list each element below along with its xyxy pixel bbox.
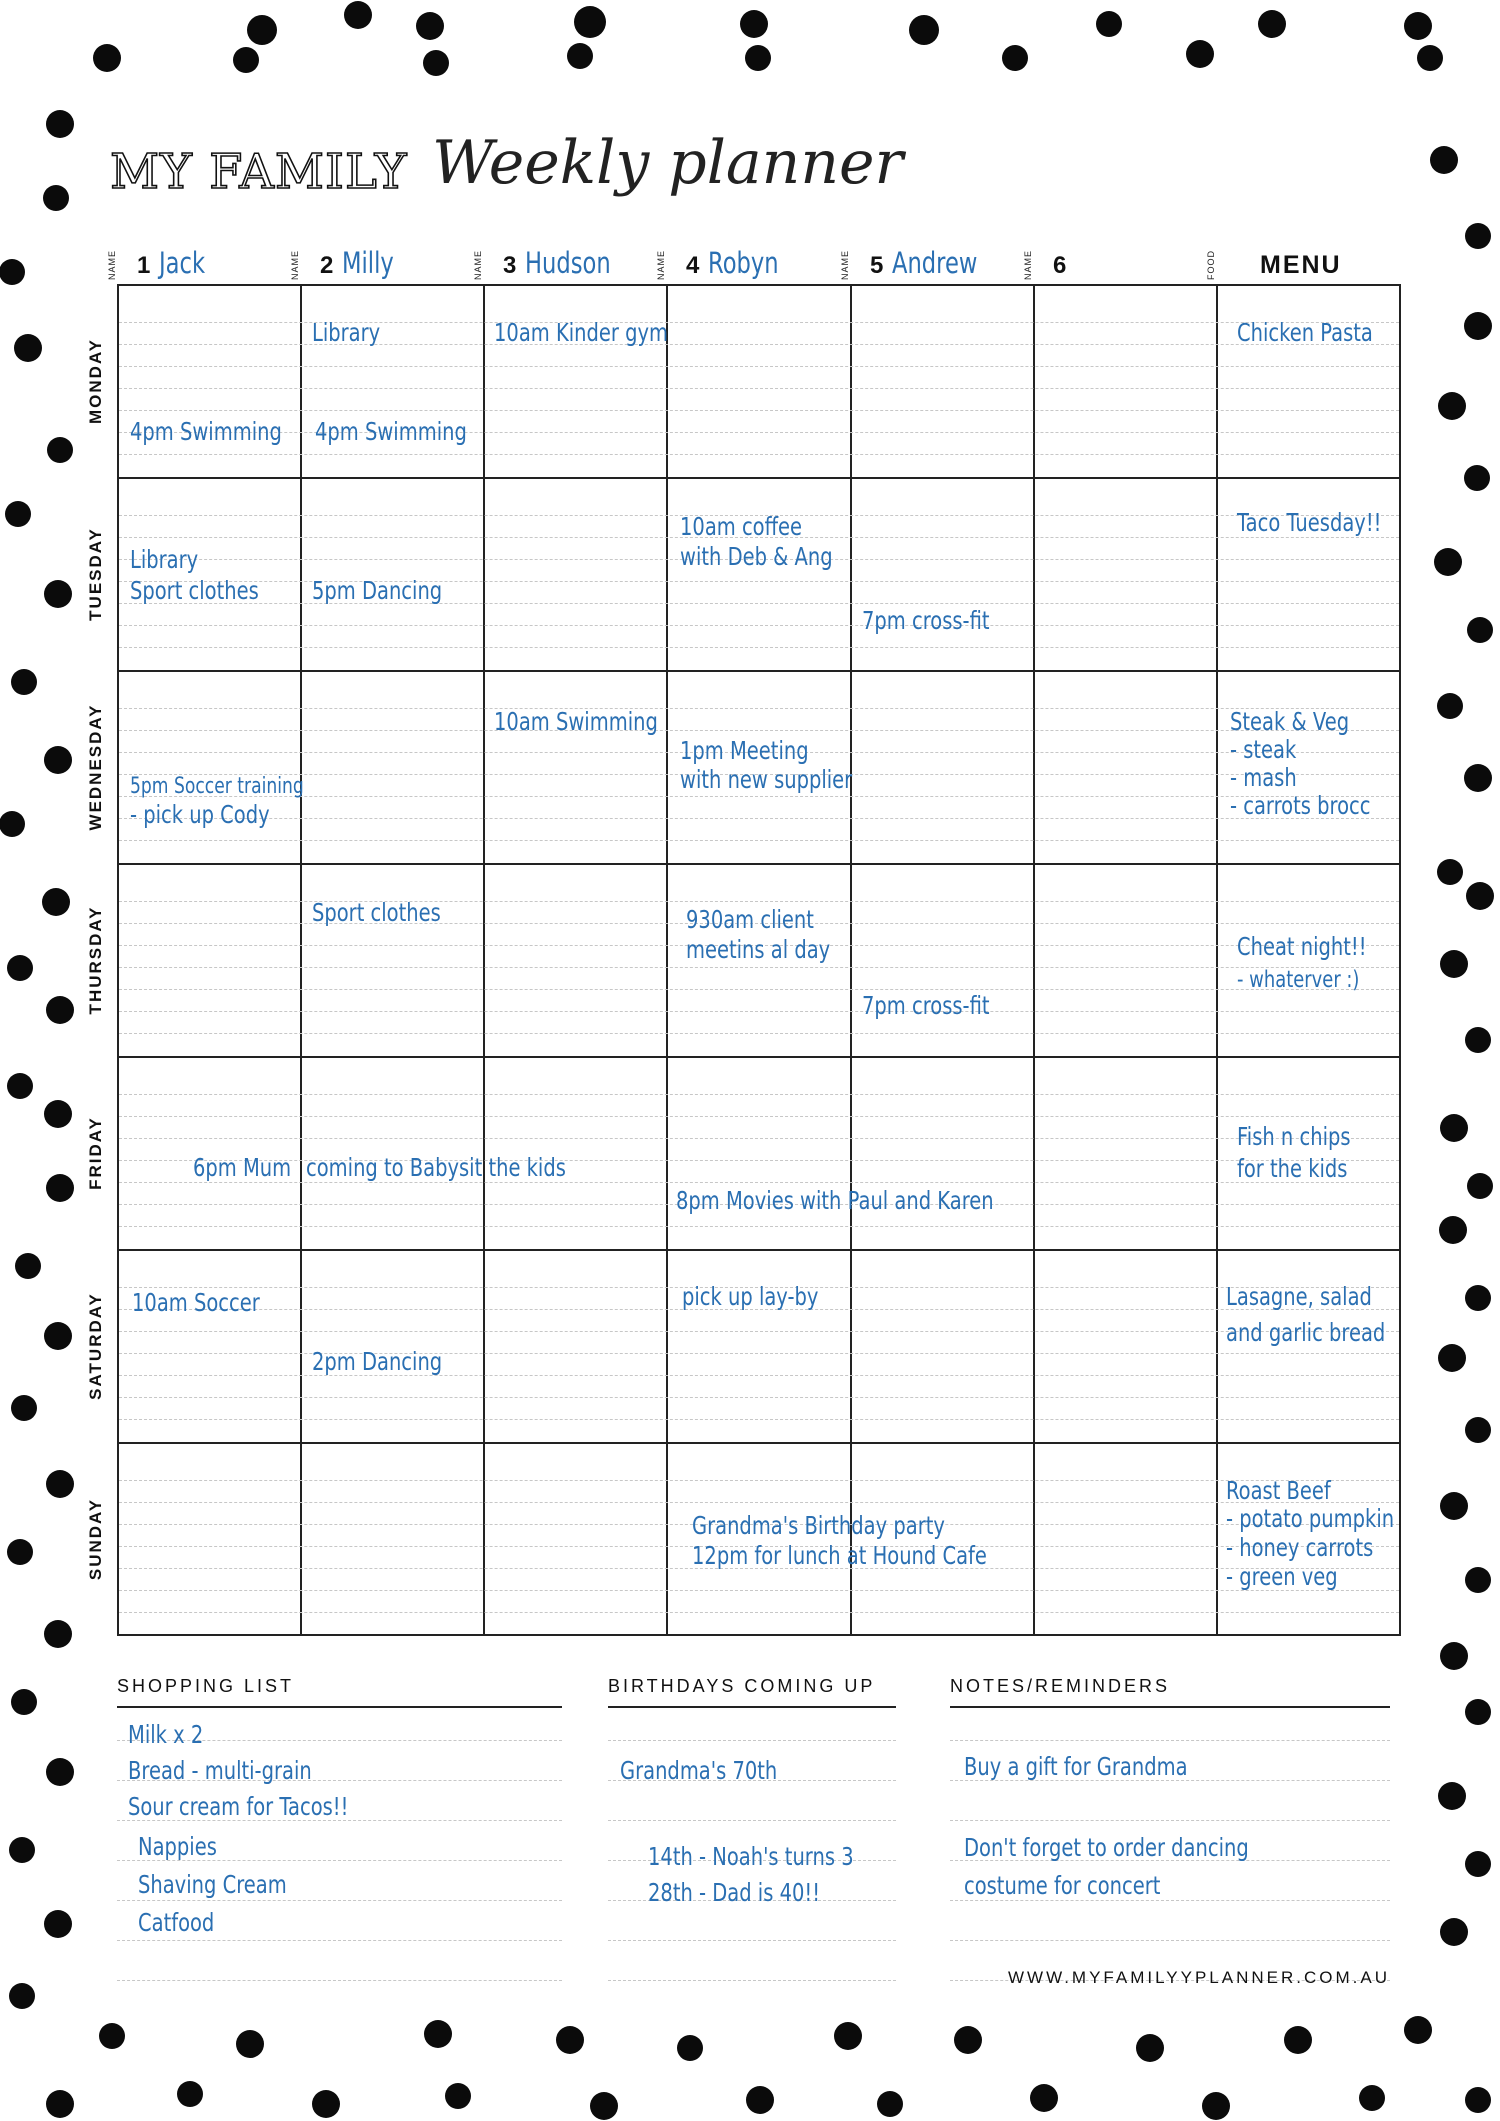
grid-ruled-line xyxy=(119,581,1399,582)
polka-dot xyxy=(1404,2016,1432,2044)
day-label-friday xyxy=(70,1056,122,1249)
grid-ruled-line xyxy=(119,796,1399,797)
polka-dot xyxy=(1440,1114,1468,1142)
entry-andrew-thursday: 7pm cross-fit xyxy=(862,991,990,1020)
grid-ruled-line xyxy=(119,344,1399,345)
entry-menu-monday: Chicken Pasta xyxy=(1237,318,1373,347)
polka-dot xyxy=(877,2091,903,2117)
shopping-item: Shaving Cream xyxy=(138,1870,287,1899)
grid-ruled-line xyxy=(119,647,1399,648)
column-number: 1 xyxy=(137,252,151,279)
polka-dot xyxy=(745,45,771,71)
entry-friday-spanning: coming to Babysit the kids xyxy=(306,1153,566,1182)
birthdays-title: BIRTHDAYS COMING UP xyxy=(608,1676,876,1696)
entry-jack-friday: 6pm Mum xyxy=(193,1153,292,1182)
grid-ruled-line xyxy=(119,410,1399,411)
polka-dot xyxy=(1467,617,1493,643)
polka-dot xyxy=(46,1758,74,1786)
family-member-name: Jack xyxy=(159,246,206,280)
polka-dot xyxy=(99,2023,125,2049)
polka-dot xyxy=(43,185,69,211)
entry-menu-friday: Fish n chips xyxy=(1237,1122,1351,1151)
column-header-6 xyxy=(1023,236,1215,284)
grid-ruled-line xyxy=(119,1094,1399,1095)
grid-ruled-line xyxy=(119,1033,1399,1034)
grid-ruled-line xyxy=(119,1116,1399,1117)
grid-row-divider xyxy=(119,863,1399,865)
polka-dot xyxy=(567,43,593,69)
family-member-name: Robyn xyxy=(708,246,779,280)
entry-menu-wednesday-3: - mash xyxy=(1230,763,1297,792)
grid-ruled-line xyxy=(119,1011,1399,1012)
entry-milly-monday-2: 4pm Swimming xyxy=(315,417,467,446)
entry-menu-wednesday: Steak & Veg xyxy=(1230,707,1350,736)
column-number: 4 xyxy=(686,252,700,279)
polka-dot xyxy=(11,669,37,695)
polka-dot xyxy=(7,955,33,981)
section-ruled-line xyxy=(950,1740,1390,1741)
polka-dot xyxy=(1465,2087,1491,2113)
polka-dot xyxy=(1440,1642,1468,1670)
polka-dot xyxy=(1465,1027,1491,1053)
birthday-item: 28th - Dad is 40!! xyxy=(648,1878,821,1907)
polka-dot xyxy=(1186,40,1214,68)
shopping-item: Sour cream for Tacos!! xyxy=(128,1792,349,1821)
grid-ruled-line xyxy=(119,1353,1399,1354)
note-item: costume for concert xyxy=(964,1871,1161,1900)
column-header-2 xyxy=(290,236,482,284)
polka-dot xyxy=(423,50,449,76)
polka-dot xyxy=(1464,465,1490,491)
grid-ruled-line xyxy=(119,1138,1399,1139)
entry-milly-tuesday: 5pm Dancing xyxy=(312,576,443,605)
polka-dot xyxy=(1440,950,1468,978)
section-ruled-line xyxy=(117,1940,562,1941)
grid-ruled-line xyxy=(119,989,1399,990)
polka-dot xyxy=(1258,10,1286,38)
notes-divider xyxy=(950,1706,1390,1708)
shopping-item: Bread - multi-grain xyxy=(128,1756,312,1785)
polka-dot xyxy=(0,259,25,285)
entry-menu-sunday-2: - potato pumpkin xyxy=(1226,1504,1395,1533)
polka-dot xyxy=(1202,2092,1230,2120)
grid-ruled-line xyxy=(119,1397,1399,1398)
day-label-wednesday xyxy=(70,670,122,863)
section-ruled-line xyxy=(608,1820,896,1821)
day-text: MONDAY xyxy=(86,337,105,424)
polka-dot xyxy=(1417,45,1443,71)
polka-dot xyxy=(42,888,70,916)
entry-andrew-tuesday: 7pm cross-fit xyxy=(862,606,990,635)
grid-column-divider xyxy=(1216,286,1218,1634)
name-caption: NAME xyxy=(107,249,117,280)
day-text: THURSDAY xyxy=(86,905,105,1014)
grid-ruled-line xyxy=(119,432,1399,433)
day-text: SATURDAY xyxy=(86,1291,105,1400)
polka-dot xyxy=(44,1910,72,1938)
day-label-saturday xyxy=(70,1249,122,1442)
entry-robyn-tuesday: 10am coffee xyxy=(680,512,803,541)
polka-dot xyxy=(1434,548,1462,576)
entry-robyn-wednesday-2: with new supplier xyxy=(680,765,853,794)
grid-ruled-line xyxy=(119,1419,1399,1420)
family-member-name: Milly xyxy=(342,246,394,280)
polka-dot xyxy=(15,1253,41,1279)
entry-menu-friday-2: for the kids xyxy=(1237,1154,1348,1183)
entry-robyn-tuesday-2: with Deb & Ang xyxy=(680,542,833,571)
day-label-tuesday xyxy=(70,477,122,670)
note-item: Buy a gift for Grandma xyxy=(964,1752,1188,1781)
grid-row-divider xyxy=(119,477,1399,479)
entry-menu-thursday: Cheat night!! xyxy=(1237,932,1367,961)
polka-dot xyxy=(1404,12,1432,40)
column-number: 2 xyxy=(320,252,334,279)
polka-dot xyxy=(834,2022,862,2050)
polka-dot xyxy=(247,15,277,45)
notes-title: NOTES/REMINDERS xyxy=(950,1676,1171,1696)
polka-dot xyxy=(46,110,74,138)
polka-dot xyxy=(1284,2026,1312,2054)
polka-dot xyxy=(1438,1782,1466,1810)
grid-ruled-line xyxy=(119,1502,1399,1503)
column-number: 5 xyxy=(870,252,884,279)
entry-jack-wednesday-2: - pick up Cody xyxy=(130,800,270,829)
grid-row-divider xyxy=(119,1442,1399,1444)
polka-dot xyxy=(677,2035,703,2061)
polka-dot xyxy=(236,2030,264,2058)
column-header-3 xyxy=(473,236,665,284)
entry-menu-saturday-2: and garlic bread xyxy=(1226,1318,1386,1347)
polka-dot xyxy=(1465,1699,1491,1725)
polka-dot xyxy=(590,2092,618,2120)
polka-dot xyxy=(1440,1492,1468,1520)
entry-menu-sunday: Roast Beef xyxy=(1226,1476,1331,1505)
entry-robyn-sunday-2: 12pm for lunch at Hound Cafe xyxy=(692,1541,987,1570)
polka-dot xyxy=(233,47,259,73)
grid-column-divider xyxy=(1033,286,1035,1634)
polka-dot xyxy=(1465,223,1491,249)
grid-row-divider xyxy=(119,670,1399,672)
column-number: 6 xyxy=(1053,252,1067,279)
entry-robyn-thursday: 930am client xyxy=(686,905,814,934)
polka-dot xyxy=(11,1395,37,1421)
grid-column-divider xyxy=(666,286,668,1634)
polka-dot xyxy=(746,2086,774,2114)
polka-dot xyxy=(416,12,444,40)
entry-milly-monday: Library xyxy=(312,318,381,347)
entry-hudson-wednesday: 10am Swimming xyxy=(494,707,658,736)
entry-robyn-sunday: Grandma's Birthday party xyxy=(692,1511,945,1540)
day-text: FRIDAY xyxy=(86,1115,105,1190)
grid-ruled-line xyxy=(119,1331,1399,1332)
entry-menu-wednesday-2: - steak xyxy=(1230,735,1297,764)
polka-dot xyxy=(93,44,121,72)
polka-dot xyxy=(1136,2034,1164,2062)
title-script: Weekly planner xyxy=(432,128,904,198)
polka-dot xyxy=(574,6,606,38)
section-ruled-line xyxy=(950,1940,1390,1941)
family-member-name: Hudson xyxy=(525,246,611,280)
grid-ruled-line xyxy=(119,454,1399,455)
day-label-monday xyxy=(70,284,122,477)
entry-menu-sunday-3: - honey carrots xyxy=(1226,1533,1374,1562)
entry-milly-saturday: 2pm Dancing xyxy=(312,1347,443,1376)
polka-dot xyxy=(1030,2084,1058,2112)
name-caption: NAME xyxy=(840,249,850,280)
grid-ruled-line xyxy=(119,708,1399,709)
column-header-1 xyxy=(107,236,299,284)
title-main: MY FAMILY xyxy=(110,144,408,200)
day-label-sunday xyxy=(70,1442,122,1636)
polka-dot xyxy=(44,580,72,608)
polka-dot xyxy=(1438,1344,1466,1372)
grid-ruled-line xyxy=(119,901,1399,902)
polka-dot xyxy=(1096,11,1122,37)
polka-dot xyxy=(44,1620,72,1648)
polka-dot xyxy=(556,2026,584,2054)
entry-milly-thursday: Sport clothes xyxy=(312,898,441,927)
polka-dot xyxy=(5,501,31,527)
entry-jack-wednesday: 5pm Soccer training xyxy=(130,774,304,799)
day-text: WEDNESDAY xyxy=(86,703,105,830)
polka-dot xyxy=(1002,45,1028,71)
shopping-item: Catfood xyxy=(138,1908,215,1937)
polka-dot xyxy=(14,334,42,362)
polka-dot xyxy=(1467,1173,1493,1199)
column-header-menu xyxy=(1206,236,1401,284)
polka-dot xyxy=(954,2026,982,2054)
section-ruled-line xyxy=(608,1940,896,1941)
polka-dot xyxy=(44,1322,72,1350)
grid-row-divider xyxy=(119,1249,1399,1251)
birthday-item: Grandma's 70th xyxy=(620,1756,778,1785)
birthday-item: 14th - Noah's turns 3 xyxy=(648,1842,854,1871)
polka-dot xyxy=(1430,146,1458,174)
grid-ruled-line xyxy=(119,1612,1399,1613)
name-caption: NAME xyxy=(473,249,483,280)
polka-dot xyxy=(46,2090,74,2118)
food-caption: FOOD xyxy=(1206,250,1216,280)
entry-robyn-friday: 8pm Movies with Paul and Karen xyxy=(676,1186,994,1215)
entry-hudson-monday: 10am Kinder gym xyxy=(494,318,669,347)
menu-label: MENU xyxy=(1260,251,1342,279)
grid-row-divider xyxy=(119,1056,1399,1058)
polka-dot xyxy=(1465,1851,1491,1877)
column-number: 3 xyxy=(503,252,517,279)
polka-dot xyxy=(1465,1567,1491,1593)
entry-robyn-wednesday: 1pm Meeting xyxy=(680,736,809,765)
grid-ruled-line xyxy=(119,1480,1399,1481)
polka-dot xyxy=(44,1100,72,1128)
name-caption: NAME xyxy=(656,249,666,280)
day-text: TUESDAY xyxy=(86,526,105,621)
footer-url: WWW.MYFAMILYYPLANNER.COM.AU xyxy=(1008,1968,1390,1987)
grid-ruled-line xyxy=(119,366,1399,367)
day-text: SUNDAY xyxy=(86,1497,105,1581)
grid-ruled-line xyxy=(119,322,1399,323)
polka-dot xyxy=(1466,882,1494,910)
polka-dot xyxy=(9,1837,35,1863)
polka-dot xyxy=(44,746,72,774)
polka-dot xyxy=(9,1983,35,2009)
polka-dot xyxy=(177,2081,203,2107)
polka-dot xyxy=(1465,1417,1491,1443)
polka-dot xyxy=(1438,392,1466,420)
polka-dot xyxy=(1359,2085,1385,2111)
grid-ruled-line xyxy=(119,818,1399,819)
name-caption: NAME xyxy=(1023,249,1033,280)
grid-ruled-line xyxy=(119,625,1399,626)
day-label-thursday xyxy=(70,863,122,1056)
polka-dot xyxy=(1439,1216,1467,1244)
polka-dot xyxy=(1464,764,1492,792)
polka-dot xyxy=(312,2090,340,2118)
section-ruled-line xyxy=(608,1980,896,1981)
entry-robyn-thursday-2: meetins al day xyxy=(686,935,831,964)
entry-menu-saturday: Lasagne, salad xyxy=(1226,1282,1372,1311)
grid-ruled-line xyxy=(119,1375,1399,1376)
section-ruled-line xyxy=(117,1980,562,1981)
polka-dot xyxy=(445,2083,471,2109)
grid-ruled-line xyxy=(119,1226,1399,1227)
grid-ruled-line xyxy=(119,840,1399,841)
polka-dot xyxy=(7,1539,33,1565)
polka-dot xyxy=(0,811,25,837)
entry-menu-thursday-2: - whaterver :) xyxy=(1237,967,1360,993)
column-header-4 xyxy=(656,236,848,284)
polka-dot xyxy=(1437,693,1463,719)
entry-robyn-saturday: pick up lay-by xyxy=(682,1282,819,1311)
section-ruled-line xyxy=(608,1740,896,1741)
grid-ruled-line xyxy=(119,1590,1399,1591)
grid-ruled-line xyxy=(119,388,1399,389)
entry-jack-tuesday: Library xyxy=(130,545,199,574)
grid-ruled-line xyxy=(119,967,1399,968)
grid-column-divider xyxy=(483,286,485,1634)
polka-dot xyxy=(424,2020,452,2048)
grid-column-divider xyxy=(300,286,302,1634)
polka-dot xyxy=(7,1073,33,1099)
section-ruled-line xyxy=(117,1900,562,1901)
shopping-list-divider xyxy=(117,1706,562,1708)
column-header-5 xyxy=(840,236,1032,284)
polka-dot xyxy=(1440,1918,1468,1946)
section-ruled-line xyxy=(950,1820,1390,1821)
polka-dot xyxy=(1437,859,1463,885)
name-caption: NAME xyxy=(290,249,300,280)
polka-dot xyxy=(1465,1285,1491,1311)
shopping-list-title: SHOPPING LIST xyxy=(117,1676,295,1696)
grid-column-divider xyxy=(850,286,852,1634)
family-member-name: Andrew xyxy=(892,246,978,280)
polka-dot xyxy=(11,1689,37,1715)
note-item: Don't forget to order dancing xyxy=(964,1833,1249,1862)
shopping-item: Milk x 2 xyxy=(128,1720,204,1749)
entry-jack-tuesday-2: Sport clothes xyxy=(130,576,259,605)
polka-dot xyxy=(909,15,939,45)
polka-dot xyxy=(344,1,372,29)
entry-jack-saturday: 10am Soccer xyxy=(132,1288,260,1317)
grid-ruled-line xyxy=(119,603,1399,604)
polka-dot xyxy=(1464,312,1492,340)
entry-menu-tuesday: Taco Tuesday!! xyxy=(1237,508,1382,537)
shopping-item: Nappies xyxy=(138,1832,217,1861)
entry-jack-monday: 4pm Swimming xyxy=(130,417,282,446)
birthdays-divider xyxy=(608,1706,896,1708)
polka-dot xyxy=(740,10,768,38)
grid-ruled-line xyxy=(119,730,1399,731)
entry-menu-wednesday-4: - carrots brocc xyxy=(1230,791,1371,820)
entry-menu-sunday-4: - green veg xyxy=(1226,1562,1338,1591)
